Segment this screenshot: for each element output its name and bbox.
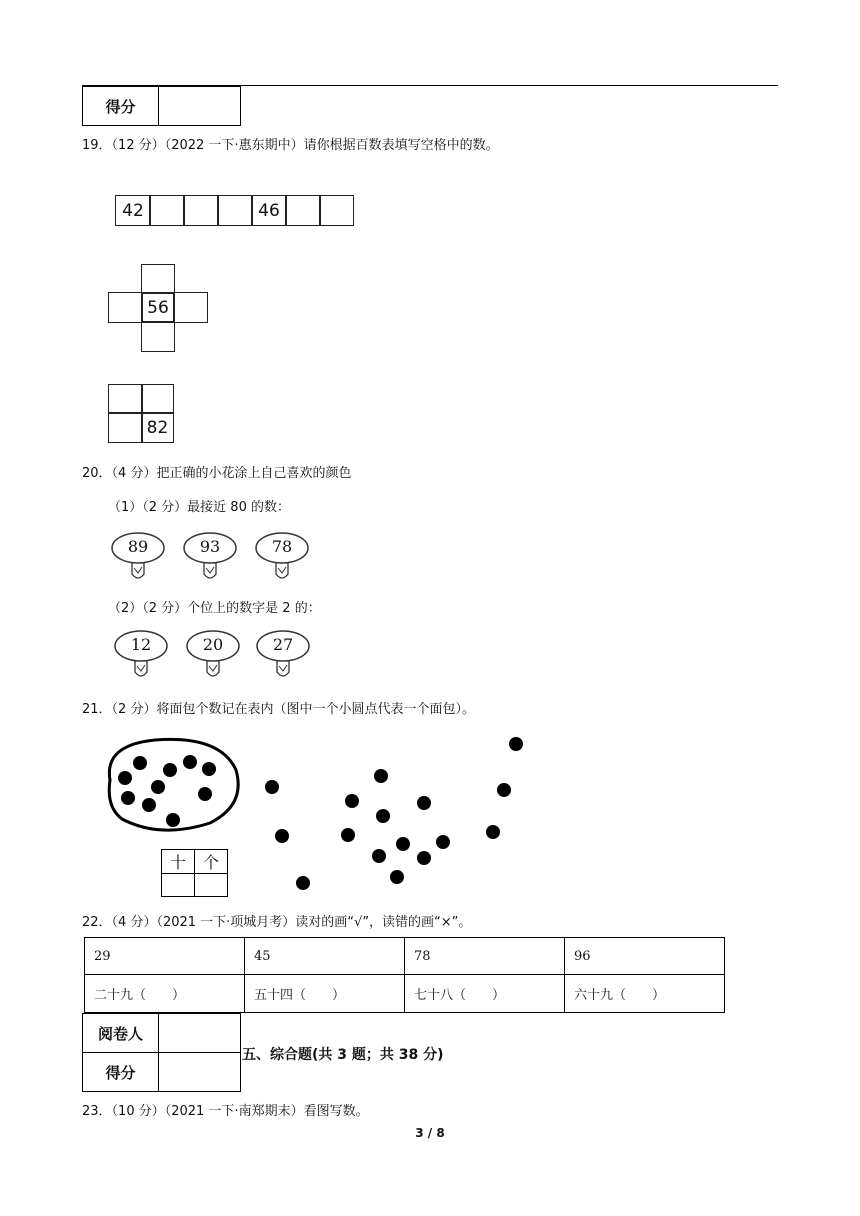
question-21-text: 21．（2 分）将面包个数记在表内（图中一个小圆点代表一个面包）。 — [82, 702, 475, 717]
bread-dot — [142, 798, 156, 812]
bread-dot — [183, 755, 197, 769]
row-cell-3[interactable] — [183, 195, 219, 226]
bread-dot — [486, 825, 500, 839]
row-cell-5: 46 — [251, 195, 287, 226]
flower-number: 89 — [127, 537, 149, 556]
square-top-left[interactable] — [108, 384, 143, 414]
bread-dot — [372, 849, 386, 863]
cross-right-cell[interactable] — [173, 292, 208, 323]
flower-number: 78 — [271, 537, 293, 556]
page-number: 3 / 8 — [415, 1126, 445, 1140]
bread-dot — [296, 876, 310, 890]
reviewer-value-cell[interactable] — [159, 1014, 241, 1053]
tens-header: 十 — [162, 850, 195, 874]
bread-dot — [202, 762, 216, 776]
bread-dot — [390, 870, 404, 884]
question-20-text: 20．（4 分）把正确的小花涂上自己喜欢的颜色 — [82, 466, 352, 481]
question-23-text: 23．（10 分）（2021 一下·南郑期末）看图写数。 — [82, 1104, 369, 1119]
row-cell-7[interactable] — [319, 195, 354, 226]
number-cell: 45 — [245, 938, 405, 975]
cross-center-cell: 56 — [141, 292, 175, 323]
row-cell-1: 42 — [115, 195, 151, 226]
reviewer-label: 阅卷人 — [83, 1014, 159, 1053]
flower-option[interactable] — [182, 530, 238, 584]
bread-dot — [497, 783, 511, 797]
flower-option[interactable] — [255, 628, 311, 682]
reading-cell[interactable]: 七十八（ ） — [405, 975, 565, 1013]
bread-dot — [121, 791, 135, 805]
bread-dot — [374, 769, 388, 783]
bread-dot — [151, 780, 165, 794]
bread-dot — [396, 837, 410, 851]
cross-bottom-cell[interactable] — [141, 321, 175, 352]
reading-cell[interactable]: 六十九（ ） — [565, 975, 725, 1013]
square-bottom-right: 82 — [141, 412, 174, 443]
cross-top-cell[interactable] — [141, 264, 175, 294]
section-5-score-box — [82, 1013, 241, 1092]
question-19-text: 19．（12 分）（2022 一下·惠东期中）请你根据百数表填写空格中的数。 — [82, 138, 499, 153]
bread-dot — [417, 796, 431, 810]
square-bottom-left[interactable] — [108, 412, 143, 443]
section-5-title: 五、综合题(共 3 题；共 38 分) — [242, 1047, 444, 1063]
number-cell: 29 — [85, 938, 245, 975]
flower-option[interactable] — [185, 628, 241, 682]
number-cell: 78 — [405, 938, 565, 975]
bread-dot — [345, 794, 359, 808]
ones-header: 个 — [195, 850, 228, 874]
reading-table — [84, 937, 725, 1013]
bread-dot — [198, 787, 212, 801]
bread-dot — [509, 737, 523, 751]
flower-number: 20 — [202, 635, 224, 654]
reading-cell[interactable]: 五十四（ ） — [245, 975, 405, 1013]
bread-dot — [166, 813, 180, 827]
question-20-part1: （1）（2 分）最接近 80 的数： — [108, 500, 290, 515]
score-label: 得分 — [83, 87, 159, 126]
score-value-cell[interactable] — [159, 87, 241, 126]
ones-answer-cell[interactable] — [195, 874, 228, 897]
bread-dot — [376, 809, 390, 823]
flower-option[interactable] — [110, 530, 166, 584]
cross-left-cell[interactable] — [108, 292, 143, 323]
bread-dot — [341, 828, 355, 842]
number-cell: 96 — [565, 938, 725, 975]
bread-dot — [265, 780, 279, 794]
question-22-text: 22．（4 分）（2021 一下·项城月考）读对的画“√”，读错的画“×”。 — [82, 915, 472, 930]
tens-answer-cell[interactable] — [162, 874, 195, 897]
bread-dot — [417, 851, 431, 865]
flower-number: 93 — [199, 537, 221, 556]
reading-cell[interactable]: 二十九（ ） — [85, 975, 245, 1013]
flower-option[interactable] — [254, 530, 310, 584]
flower-number: 12 — [130, 635, 152, 654]
bread-dot — [275, 829, 289, 843]
flower-number: 27 — [272, 635, 294, 654]
row-cell-2[interactable] — [149, 195, 185, 226]
score-value-cell[interactable] — [159, 1053, 241, 1092]
question-20-part2: （2）（2 分）个位上的数字是 2 的： — [108, 601, 321, 616]
score-label: 得分 — [83, 1053, 159, 1092]
row-cell-6[interactable] — [285, 195, 321, 226]
bread-dot — [163, 763, 177, 777]
bread-dot — [436, 835, 450, 849]
flower-option[interactable] — [113, 628, 169, 682]
score-box — [82, 86, 241, 126]
square-top-right[interactable] — [141, 384, 174, 414]
tens-ones-table — [161, 849, 228, 897]
bread-dot — [133, 756, 147, 770]
bread-dot — [118, 771, 132, 785]
row-cell-4[interactable] — [217, 195, 253, 226]
